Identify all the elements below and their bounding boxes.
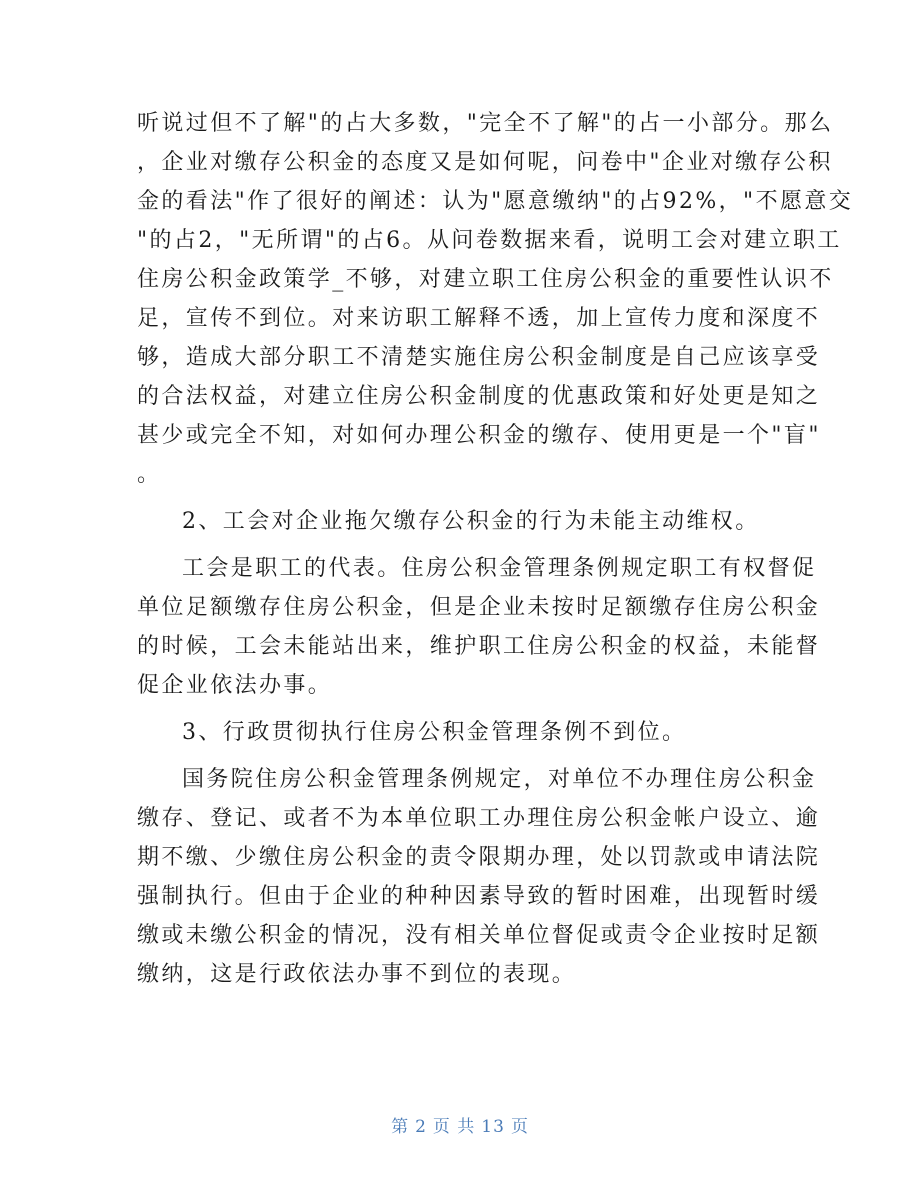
body-text-line: 金的看法"作了很好的阐述：认为"愿意缴纳"的占92%，"不愿意交 — [137, 189, 854, 214]
body-text-line: 单位足额缴存住房公积金，但是企业未按时足额缴存住房公积金 — [137, 595, 821, 620]
body-text-line: 的合法权益，对建立住房公积金制度的优惠政策和好处更是知之 — [137, 384, 821, 409]
footer-label-after: 页 — [510, 1117, 529, 1137]
body-text-line: 期不缴、少缴住房公积金的责令限期办理，处以罚款或申请法院 — [137, 845, 821, 870]
body-text-line: 缴存、登记、或者不为本单位职工办理住房公积金帐户设立、逾 — [137, 806, 821, 831]
body-text-line: 。 — [137, 462, 162, 487]
current-page-number: 2 — [415, 1117, 427, 1137]
body-text-line: 国务院住房公积金管理条例规定，对单位不办理住房公积金 — [182, 767, 817, 792]
section-heading: 2、工会对企业拖欠缴存公积金的行为未能主动维权。 — [182, 509, 760, 534]
total-pages-number: 13 — [481, 1117, 505, 1137]
body-text-line: 促企业依法办事。 — [137, 673, 333, 698]
body-text-line: 工会是职工的代表。住房公积金管理条例规定职工有权督促 — [182, 556, 817, 581]
body-text-line: 强制执行。但由于企业的种种因素导致的暂时困难，出现暂时缓 — [137, 884, 821, 909]
body-text-line: 足，宣传不到位。对来访职工解释不透，加上宣传力度和深度不 — [137, 306, 821, 331]
page-footer — [0, 1112, 920, 1137]
body-text-line: 的时候，工会未能站出来，维护职工住房公积金的权益，未能督 — [137, 634, 821, 659]
body-text-line: 住房公积金政策学_不够，对建立职工住房公积金的重要性认识不 — [137, 267, 834, 292]
body-text-line: 缴纳，这是行政依法办事不到位的表现。 — [137, 962, 577, 987]
body-text-line: 够，造成大部分职工不清楚实施住房公积金制度是自己应该享受 — [137, 345, 821, 370]
body-text-line: ，企业对缴存公积金的态度又是如何呢，问卷中"企业对缴存公积 — [137, 150, 833, 175]
footer-label-before: 第 — [391, 1117, 410, 1137]
footer-label-mid: 页 共 — [432, 1117, 476, 1137]
body-text-line: 甚少或完全不知，对如何办理公积金的缴存、使用更是一个"盲" — [137, 423, 821, 448]
body-text-line: 缴或未缴公积金的情况，没有相关单位督促或责令企业按时足额 — [137, 923, 821, 948]
body-text-line: "的占2，"无所谓"的占6。从问卷数据来看，说明工会对建立职工 — [137, 228, 842, 253]
body-text-line: 听说过但不了解"的占大多数，"完全不了解"的占一小部分。那么 — [137, 111, 834, 136]
section-heading: 3、行政贯彻执行住房公积金管理条例不到位。 — [182, 720, 687, 745]
